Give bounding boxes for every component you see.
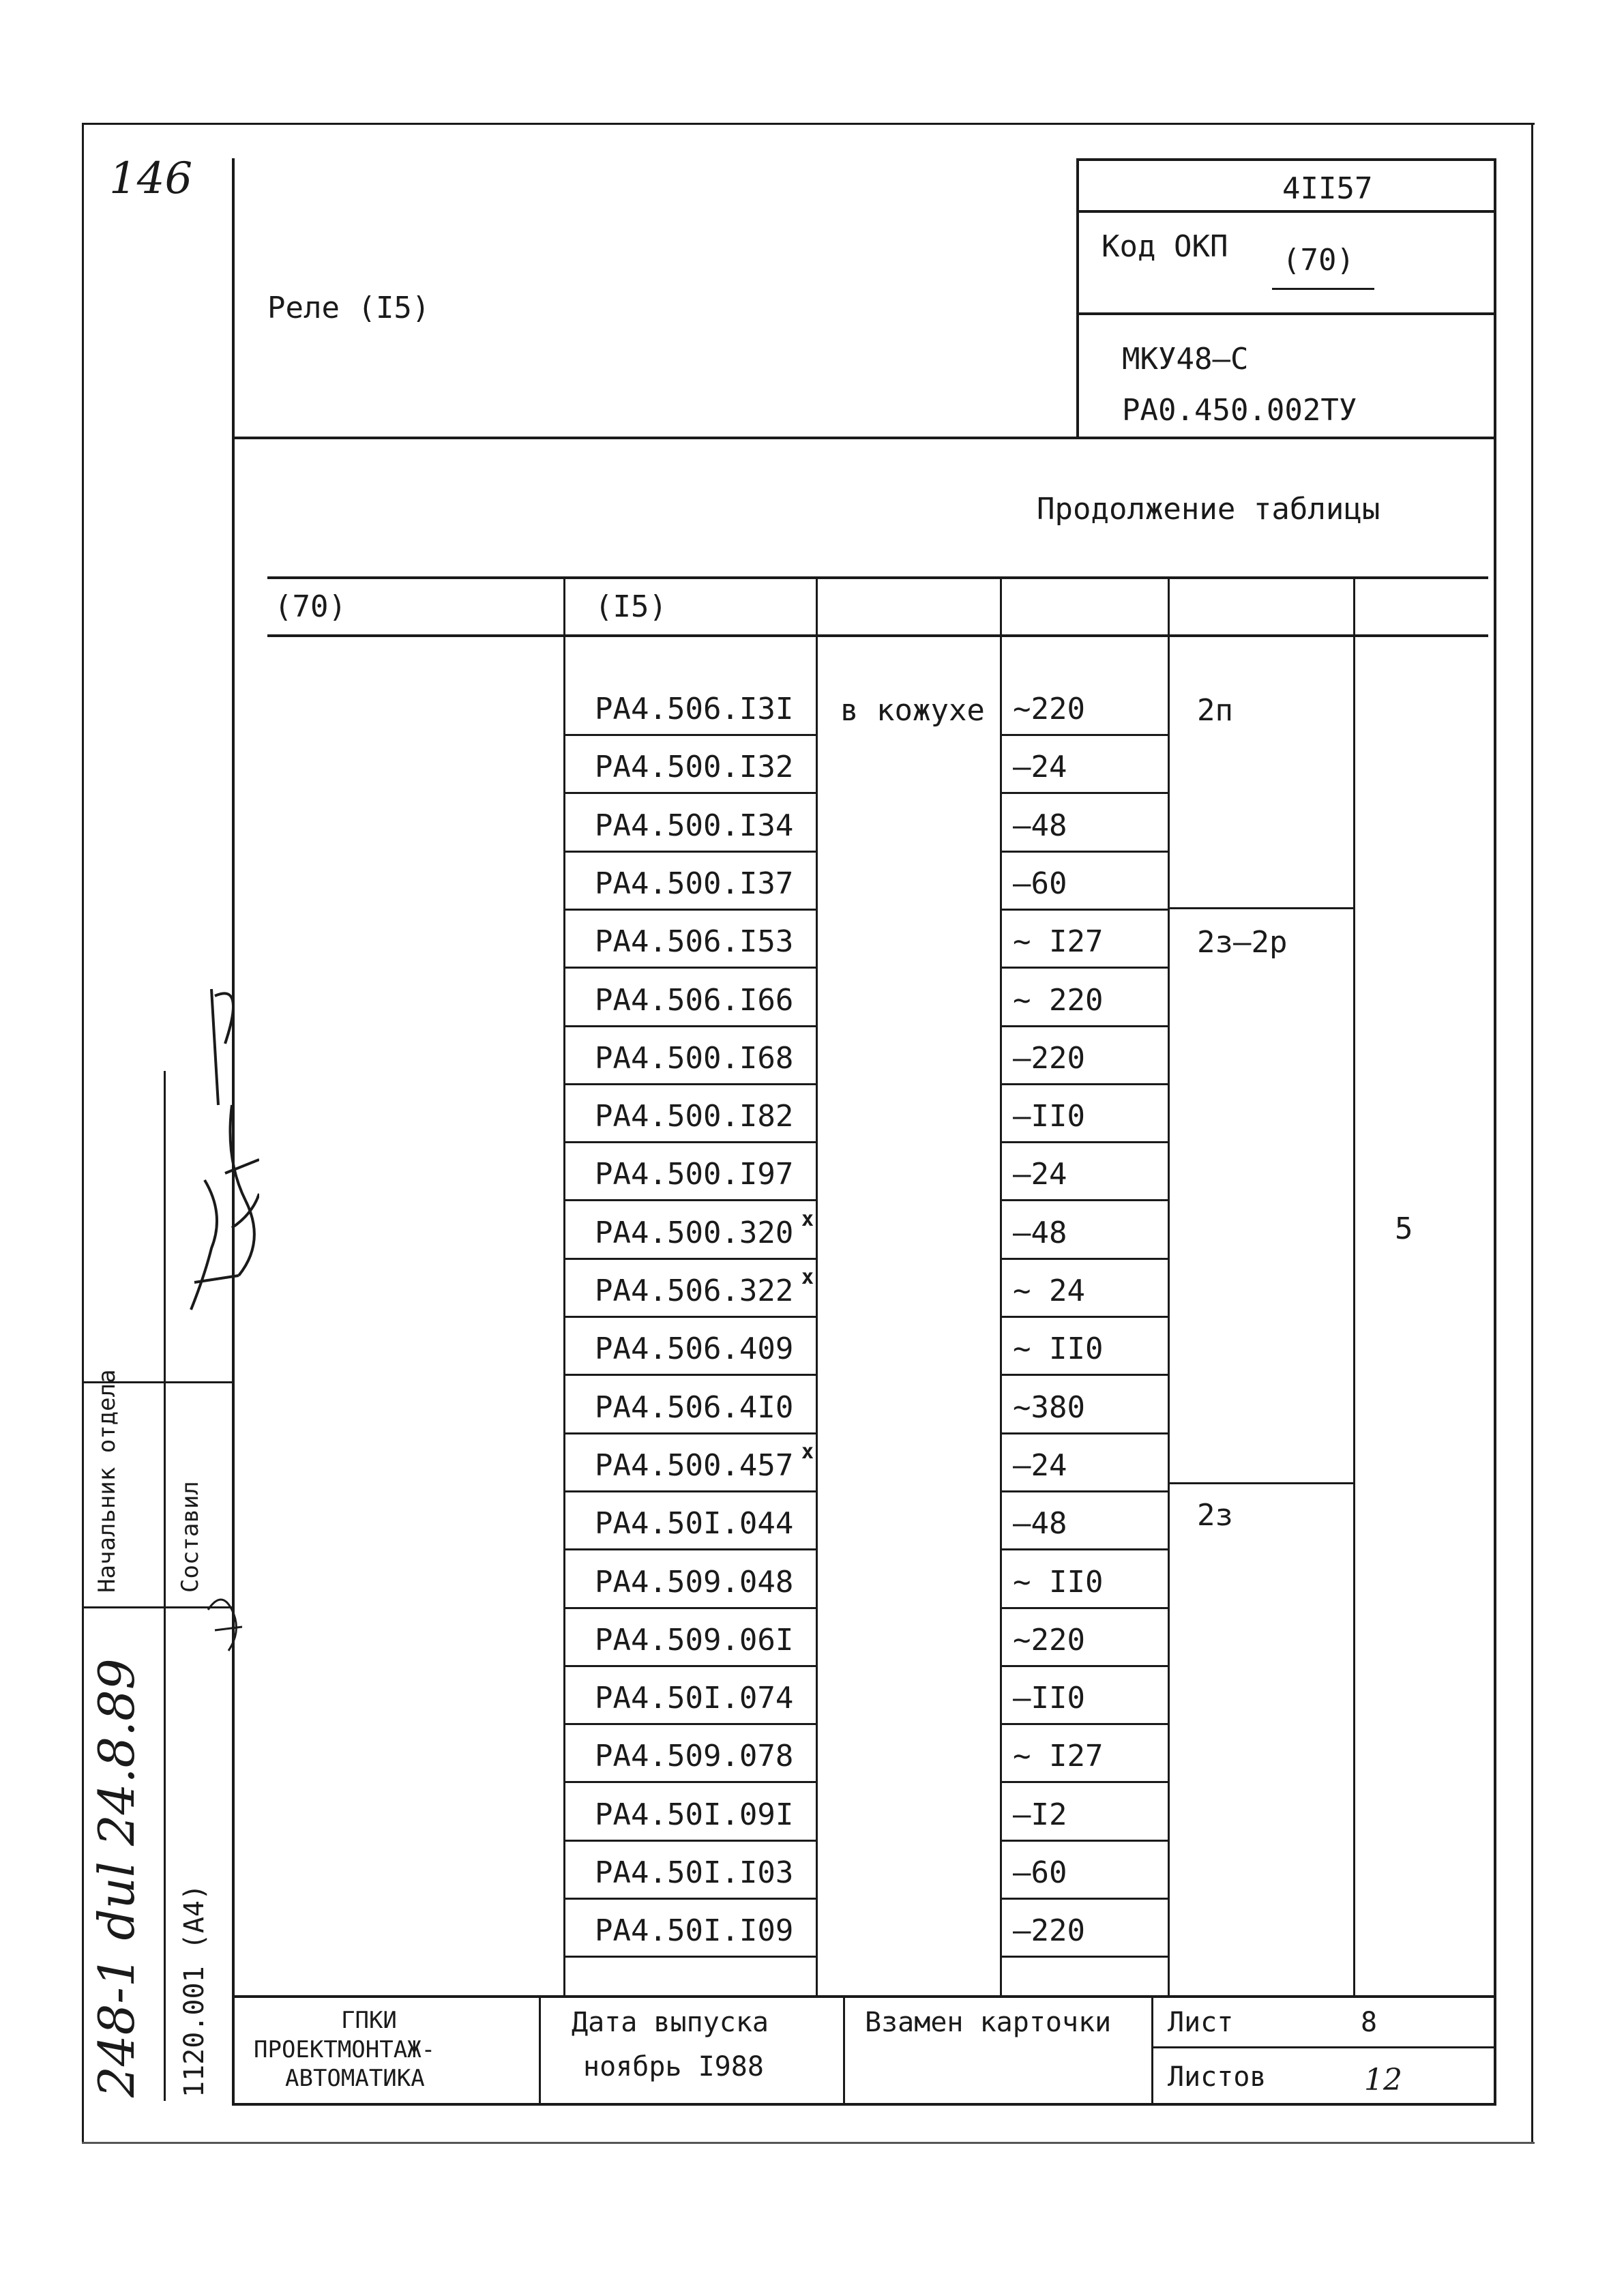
page-number-hand: 146	[109, 153, 193, 204]
relay-code: РА4.500.457	[595, 1447, 794, 1483]
org-line-3: АВТОМАТИКА	[285, 2065, 425, 2092]
sheets-label: Листов	[1168, 2061, 1267, 2093]
code-number: 4II57	[1282, 171, 1373, 206]
relay-code: РА4.50I.I03	[595, 1855, 794, 1890]
voltage-value: –48	[1013, 1215, 1067, 1250]
relay-code: РА4.500.320	[595, 1215, 794, 1250]
relay-code: РА4.500.I82	[595, 1099, 794, 1134]
footer-divider-1	[539, 1995, 541, 2104]
row-line	[563, 1956, 817, 1958]
relay-code: РА4.509.06I	[595, 1622, 794, 1658]
group-label-1: 2п	[1197, 693, 1233, 728]
relay-code-mark: x	[801, 1439, 814, 1464]
voltage-value: ∼220	[1013, 1622, 1085, 1658]
signature-head	[211, 989, 233, 1105]
sheet-label: Лист	[1168, 2007, 1234, 2038]
relay-code: РА4.50I.I09	[595, 1913, 794, 1949]
header-bottom-line	[232, 437, 1496, 439]
relay-code: РА4.50I.044	[595, 1506, 794, 1542]
okp-label: Код ОКП	[1102, 229, 1228, 264]
sheet-value: 8	[1361, 2007, 1378, 2038]
release-date-label: Дата выпуска	[572, 2007, 769, 2038]
voltage-value: –220	[1013, 1040, 1085, 1076]
table-row	[0, 677, 1611, 735]
page-title: Реле (I5)	[267, 291, 430, 325]
table-top-line	[267, 576, 1488, 579]
relay-code: РА4.506.I53	[595, 924, 794, 960]
group-label-3: 2з	[1197, 1498, 1233, 1533]
relay-code: РА4.50I.074	[595, 1681, 794, 1716]
row-line	[1001, 1956, 1169, 1958]
voltage-value: –60	[1013, 1855, 1067, 1890]
okp-underline	[1272, 288, 1374, 290]
signatures	[89, 955, 259, 2115]
relay-code: РА4.50I.09I	[595, 1797, 794, 1832]
org-line-1: ГПКИ	[341, 2007, 397, 2034]
compiled-by-label: Составил	[177, 1481, 204, 1593]
enclosure-label: в кожухе	[840, 693, 985, 728]
relay-code-mark: x	[801, 1207, 814, 1231]
right-column-value: 5	[1395, 1211, 1413, 1246]
head-of-department-label: Начальник отдела	[93, 1369, 121, 1593]
voltage-value: –24	[1013, 750, 1067, 785]
voltage-value: –I2	[1013, 1797, 1067, 1832]
relay-code: РА4.500.I32	[595, 750, 794, 785]
voltage-value: ∼ 24	[1013, 1274, 1085, 1308]
voltage-value: –II0	[1013, 1681, 1085, 1716]
product-name: МКУ48–С	[1122, 342, 1249, 377]
okp-value: (70)	[1282, 243, 1355, 278]
voltage-value: ∼220	[1013, 692, 1085, 726]
table-row	[0, 793, 1611, 851]
table-row	[0, 735, 1611, 793]
footer-divider-2	[843, 1995, 845, 2104]
relay-code: РА4.509.078	[595, 1739, 794, 1774]
signature-head-2	[191, 1180, 239, 1310]
signature-compiler	[225, 1105, 259, 1276]
voltage-value: ∼ I27	[1013, 1739, 1104, 1774]
voltage-value: ∼ II0	[1013, 1564, 1104, 1600]
format-label: 1120.001 (А4)	[179, 1883, 210, 2098]
voltage-value: –II0	[1013, 1099, 1085, 1134]
voltage-value: ∼ 220	[1013, 982, 1104, 1018]
relay-code: РА4.506.I66	[595, 982, 794, 1018]
voltage-value: ∼ II0	[1013, 1331, 1104, 1367]
continuation-label: Продолжение таблицы	[1037, 492, 1380, 527]
voltage-value: –24	[1013, 1157, 1067, 1192]
header-line-2	[1076, 312, 1496, 315]
relay-code: РА4.506.322	[595, 1274, 794, 1308]
relay-code: РА4.500.I34	[595, 808, 794, 843]
voltage-value: –60	[1013, 866, 1067, 901]
relay-code-mark: x	[801, 1265, 814, 1289]
spec-number: РА0.450.002ТУ	[1122, 393, 1357, 428]
relay-code: РА4.506.4I0	[595, 1389, 794, 1425]
voltage-value: –48	[1013, 808, 1067, 843]
signature-date-init	[208, 1600, 242, 1651]
sheets-value: 12	[1364, 2063, 1402, 2098]
group-label-2: 2з–2р	[1197, 925, 1288, 960]
org-line-2: ПРОЕКТМОНТАЖ-	[254, 2036, 436, 2063]
col-15-header: (I5)	[595, 589, 667, 624]
footer-bottom-line	[232, 2103, 1496, 2106]
footer-divider-3	[1151, 1995, 1153, 2104]
outer-bottom-border	[82, 2142, 1535, 2144]
release-date-value: ноябрь I988	[583, 2051, 764, 2082]
table-header-line	[267, 634, 1488, 637]
outer-top-border	[82, 123, 1535, 125]
col-70-header: (70)	[274, 589, 346, 624]
relay-code: РА4.500.I68	[595, 1040, 794, 1076]
footer-top-line	[232, 1995, 1496, 1998]
relay-code: РА4.500.I37	[595, 866, 794, 901]
header-line-1	[1076, 210, 1496, 213]
replaces-card-label: Взамен карточки	[865, 2007, 1112, 2038]
relay-code: РА4.506.I3I	[595, 692, 794, 726]
voltage-value: –24	[1013, 1447, 1067, 1483]
voltage-value: –220	[1013, 1913, 1085, 1949]
header-divider	[1076, 158, 1079, 438]
footer-sheet-line	[1151, 2046, 1496, 2048]
relay-code: РА4.506.409	[595, 1331, 794, 1367]
voltage-value: ∼ I27	[1013, 924, 1104, 960]
voltage-value: –48	[1013, 1506, 1067, 1542]
card-top-border	[1076, 158, 1496, 161]
voltage-value: ∼380	[1013, 1389, 1085, 1425]
relay-code: РА4.500.I97	[595, 1157, 794, 1192]
relay-code: РА4.509.048	[595, 1564, 794, 1600]
table-row	[0, 851, 1611, 909]
inventory-hand: 248-1 dul 24.8.89	[88, 1658, 145, 2098]
